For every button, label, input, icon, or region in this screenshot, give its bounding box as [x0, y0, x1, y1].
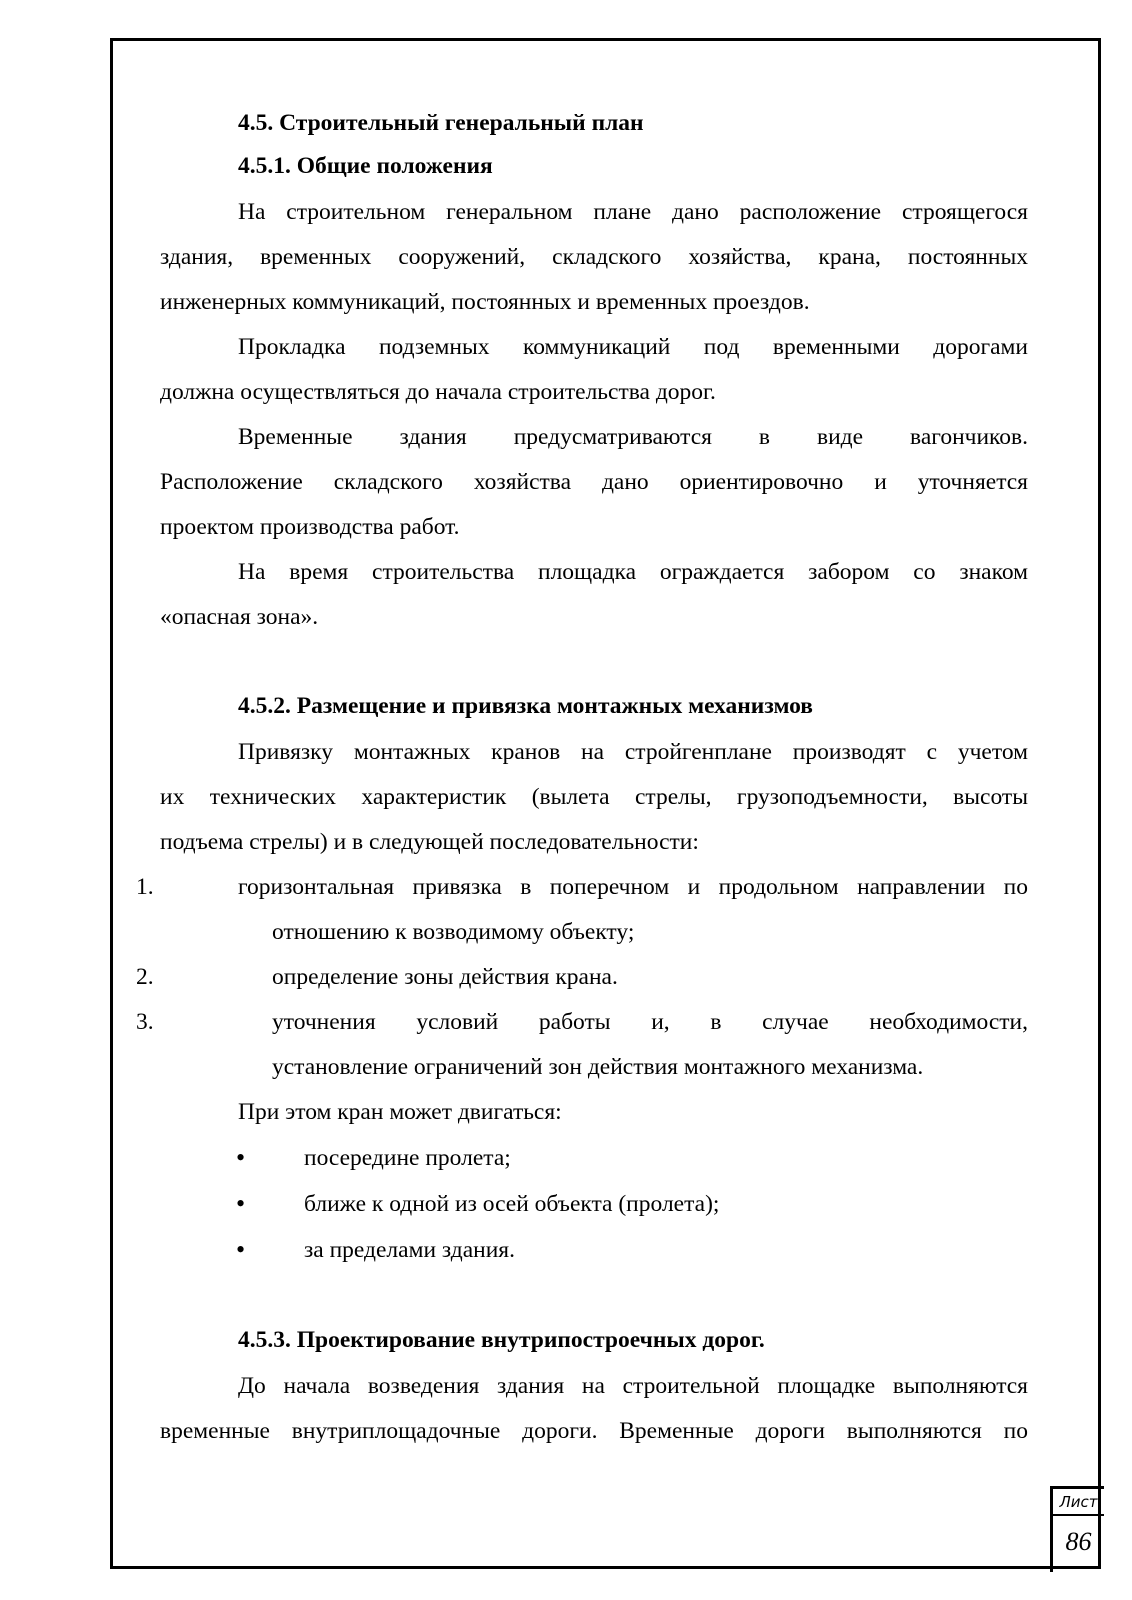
list-number: 1. — [136, 874, 154, 900]
bullet-icon: • — [236, 1189, 246, 1218]
paragraph-line: Расположение складского хозяйства дано ориентировочно и уточняется — [160, 469, 1028, 495]
paragraph-line: Прокладка подземных коммуникаций под временными дорогами — [238, 334, 1028, 360]
paragraph-line: На строительном генеральном плане дано расположение строящегося — [238, 199, 1028, 225]
paragraph-line: До начала возведения здания на строительной площадке выполняются — [238, 1373, 1028, 1399]
bullet-item: за пределами здания. — [304, 1237, 515, 1263]
list-item-line: уточнения условий работы и, в случае необходимости, — [272, 1009, 1028, 1035]
paragraph-line: здания, временных сооружений, складского хозяйства, крана, постоянных — [160, 244, 1028, 270]
bullet-item: ближе к одной из осей объекта (пролета); — [304, 1191, 720, 1217]
paragraph-line: При этом кран может двигаться: — [238, 1099, 562, 1125]
list-number: 3. — [136, 1009, 154, 1035]
paragraph-line: инженерных коммуникаций, постоянных и временных проездов. — [160, 289, 810, 315]
paragraph-line: должна осуществляться до начала строительства дорог. — [160, 379, 716, 405]
bullet-item: посередине пролета; — [304, 1145, 511, 1171]
section-heading-4-5: 4.5. Строительный генеральный план — [238, 110, 644, 136]
section-heading-4-5-1: 4.5.1. Общие положения — [238, 153, 493, 179]
paragraph-line: На время строительства площадка ограждается забором со знаком — [238, 559, 1028, 585]
sheet-stamp — [1050, 1486, 1104, 1572]
list-item-line: отношению к возводимому объекту; — [272, 919, 635, 945]
paragraph-line: Привязку монтажных кранов на стройгенплане производят с учетом — [238, 739, 1028, 765]
bullet-icon: • — [236, 1235, 246, 1264]
paragraph-line: их технических характеристик (вылета стрелы, грузоподъемности, высоты — [160, 784, 1028, 810]
paragraph-line: временные внутриплощадочные дороги. Временные дороги выполняются по — [160, 1418, 1028, 1444]
paragraph-line: Временные здания предусматриваются в виде вагончиков. — [238, 424, 1028, 450]
section-heading-4-5-2: 4.5.2. Размещение и привязка монтажных механизмов — [238, 693, 813, 719]
list-number: 2. — [136, 964, 154, 990]
list-item-line: определение зоны действия крана. — [272, 964, 618, 990]
list-item-line: установление ограничений зон действия монтажного механизма. — [272, 1054, 924, 1080]
bullet-icon: • — [236, 1143, 246, 1172]
paragraph-line: проектом производства работ. — [160, 514, 460, 540]
section-heading-4-5-3: 4.5.3. Проектирование внутрипостроечных дорог. — [238, 1327, 765, 1353]
sheet-number: 86 — [1065, 1527, 1092, 1556]
paragraph-line: подъема стрелы) и в следующей последовательности: — [160, 829, 699, 855]
sheet-label: Лист — [1053, 1489, 1104, 1516]
list-item-line: горизонтальная привязка в поперечном и продольном направлении по — [238, 874, 1028, 900]
paragraph-line: «опасная зона». — [160, 604, 319, 630]
